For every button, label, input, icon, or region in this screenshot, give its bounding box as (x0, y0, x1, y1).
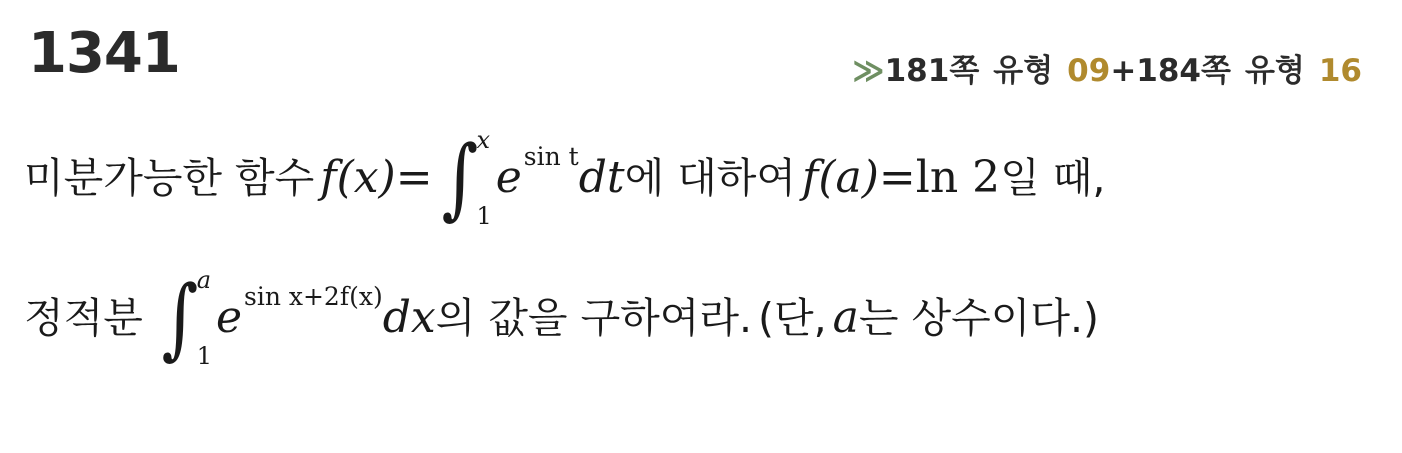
line2-note-open: (단, (758, 293, 827, 342)
reference-type-number-2: 16 (1318, 53, 1362, 89)
function-fa: f(a) (802, 152, 879, 203)
integral-sign-icon: ∫ (161, 266, 199, 369)
reference-tag (852, 53, 1362, 89)
integral-sign-icon: ∫ (441, 126, 478, 229)
reference-type-label-2: 유형 (1244, 53, 1305, 89)
differential-dt: dt (578, 152, 625, 203)
problem-line-1 (24, 128, 1105, 228)
integral-2-upper-limit: a (196, 266, 211, 294)
ln-2: ln 2 (915, 152, 1001, 203)
double-chevron-icon: ≫ (852, 53, 879, 89)
problem-line-2 (24, 268, 1099, 368)
reference-page-2: 184쪽 (1136, 53, 1231, 89)
reference-type-label-1: 유형 (993, 53, 1054, 89)
line2-text-3: 는 상수이다.) (858, 293, 1099, 342)
line2-text-2: 의 값을 구하여라. (435, 293, 753, 342)
integral-1-upper-limit: x (476, 126, 490, 154)
reference-page-1: 181쪽 (884, 53, 980, 89)
equals-sign-2: = (878, 152, 916, 203)
constant-a: a (832, 292, 859, 343)
reference-plus: + (1110, 53, 1137, 89)
reference-type-number-1: 09 (1067, 53, 1111, 89)
integral-2-limits (197, 268, 212, 368)
line2-text-1: 정적분 (24, 293, 143, 342)
integral-1-limits (476, 128, 491, 228)
integral-2-lower-limit: 1 (196, 342, 212, 370)
line1-text-3: 일 때, (1000, 153, 1106, 202)
line1-text-1: 미분가능한 함수 (24, 153, 315, 202)
differential-dx: dx (382, 292, 436, 343)
integral-2 (157, 268, 212, 368)
line1-text-2: 에 대하여 (624, 153, 797, 202)
exponent-sin-x-2fx: sin x+2f(x) (244, 281, 383, 311)
exponential-e: e (495, 152, 522, 203)
integral-1 (437, 128, 492, 228)
exponent-sin-t: sin t (523, 141, 579, 171)
function-fx: f(x) (320, 152, 396, 203)
problem-number: 1341 (28, 21, 180, 86)
equals-sign: = (395, 152, 433, 203)
integral-1-lower-limit: 1 (476, 202, 492, 230)
exponential-e-2: e (215, 292, 243, 343)
